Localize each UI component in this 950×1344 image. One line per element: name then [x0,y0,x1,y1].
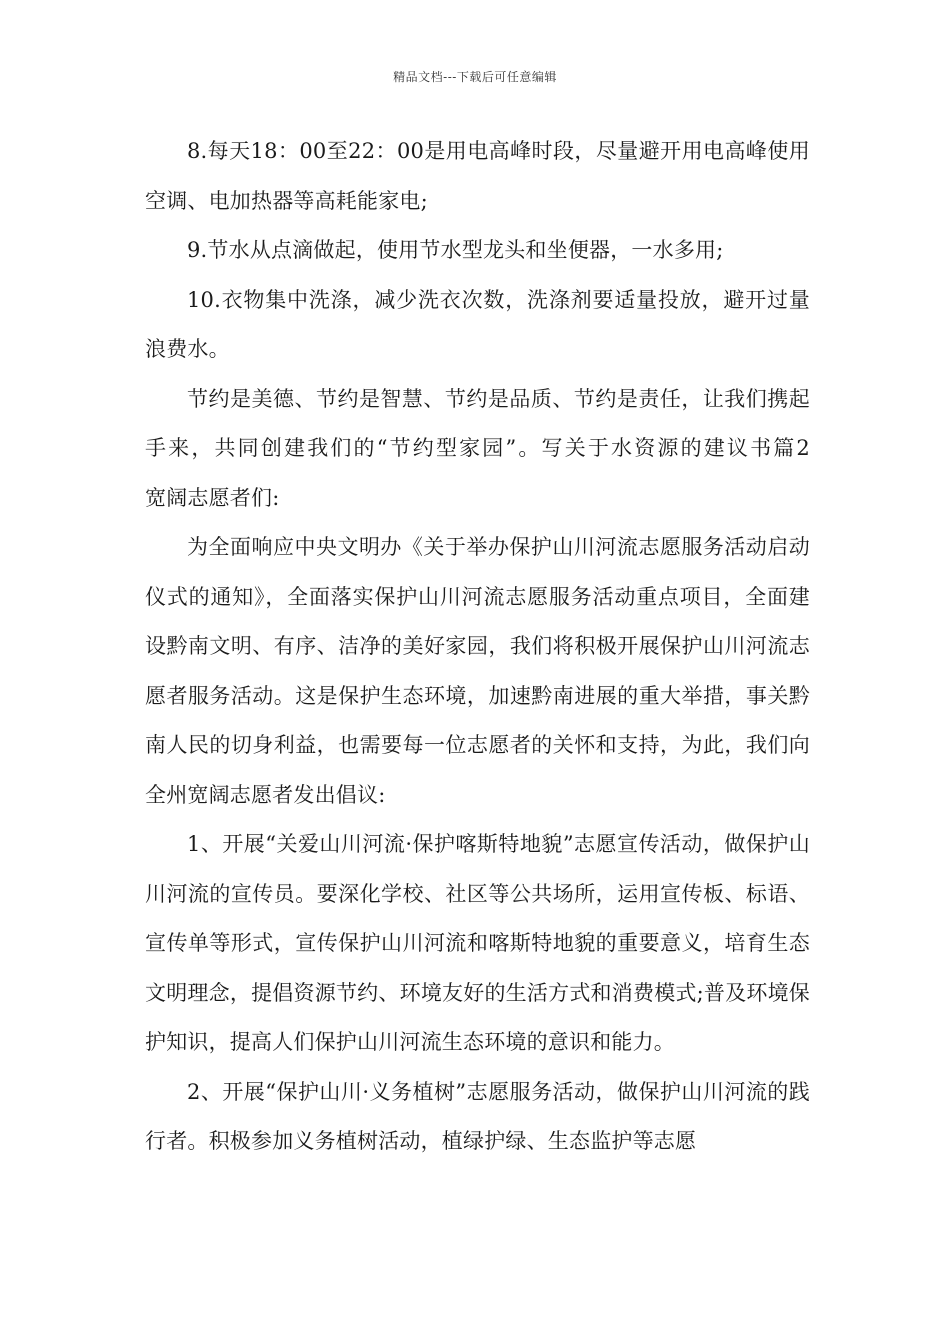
paragraph-laundry: 10.衣物集中洗涤，减少洗衣次数，洗涤剂要适量投放，避开过量浪费水。 [145,287,810,361]
paragraph-item-1: 1、开展“关爱山川河流·保护喀斯特地貌”志愿宣传活动，做保护山川河流的宣传员。要深化学校、社区等公共场所，运用宣传板、标语、宣传单等形式，宣传保护山川河流和喀斯特地貌的重要意义，培育生态文明理念，提倡资源节约、环境友好的生活方式和消费模式;普及环境保护知识，提高人们保护山川河流生态环境的意识和能力。 [145,832,810,1054]
paragraph-initiative-intro: 为全面响应中央文明办《关于举办保护山川河流志愿服务活动启动仪式的通知》，全面落实保护山川河流志愿服务活动重点项目，全面建设黔南文明、有序、洁净的美好家园，我们将积极开展保护山川河流志愿者服务活动。这是保护生态环境，加速黔南进展的重大举措，事关黔南人民的切身利益，也需要每一位志愿者的关怀和支持，为此，我们向全州宽阔志愿者发出倡议: [145,535,810,807]
paragraph-peak-electricity: 8.每天18：00至22：00是用电高峰时段，尽量避开用电高峰使用空调、电加热器等高耗能家电; [145,139,810,213]
page-header: 精品文档---下载后可任意编辑 [393,70,557,84]
paragraph-thrift-and-heading: 节约是美德、节约是智慧、节约是品质、节约是责任，让我们携起手来，共同创建我们的“节约型家园”。写关于水资源的建议书篇2 宽阔志愿者们: [145,386,853,510]
document-body [145,127,853,1167]
paragraph-item-2: 2、开展“保护山川·义务植树”志愿服务活动，做保护山川河流的践行者。积极参加义务植树活动，植绿护绿、生态监护等志愿 [145,1079,810,1153]
paragraph-water-saving-fixtures: 9.节水从点滴做起，使用节水型龙头和坐便器，一水多用; [187,238,724,262]
